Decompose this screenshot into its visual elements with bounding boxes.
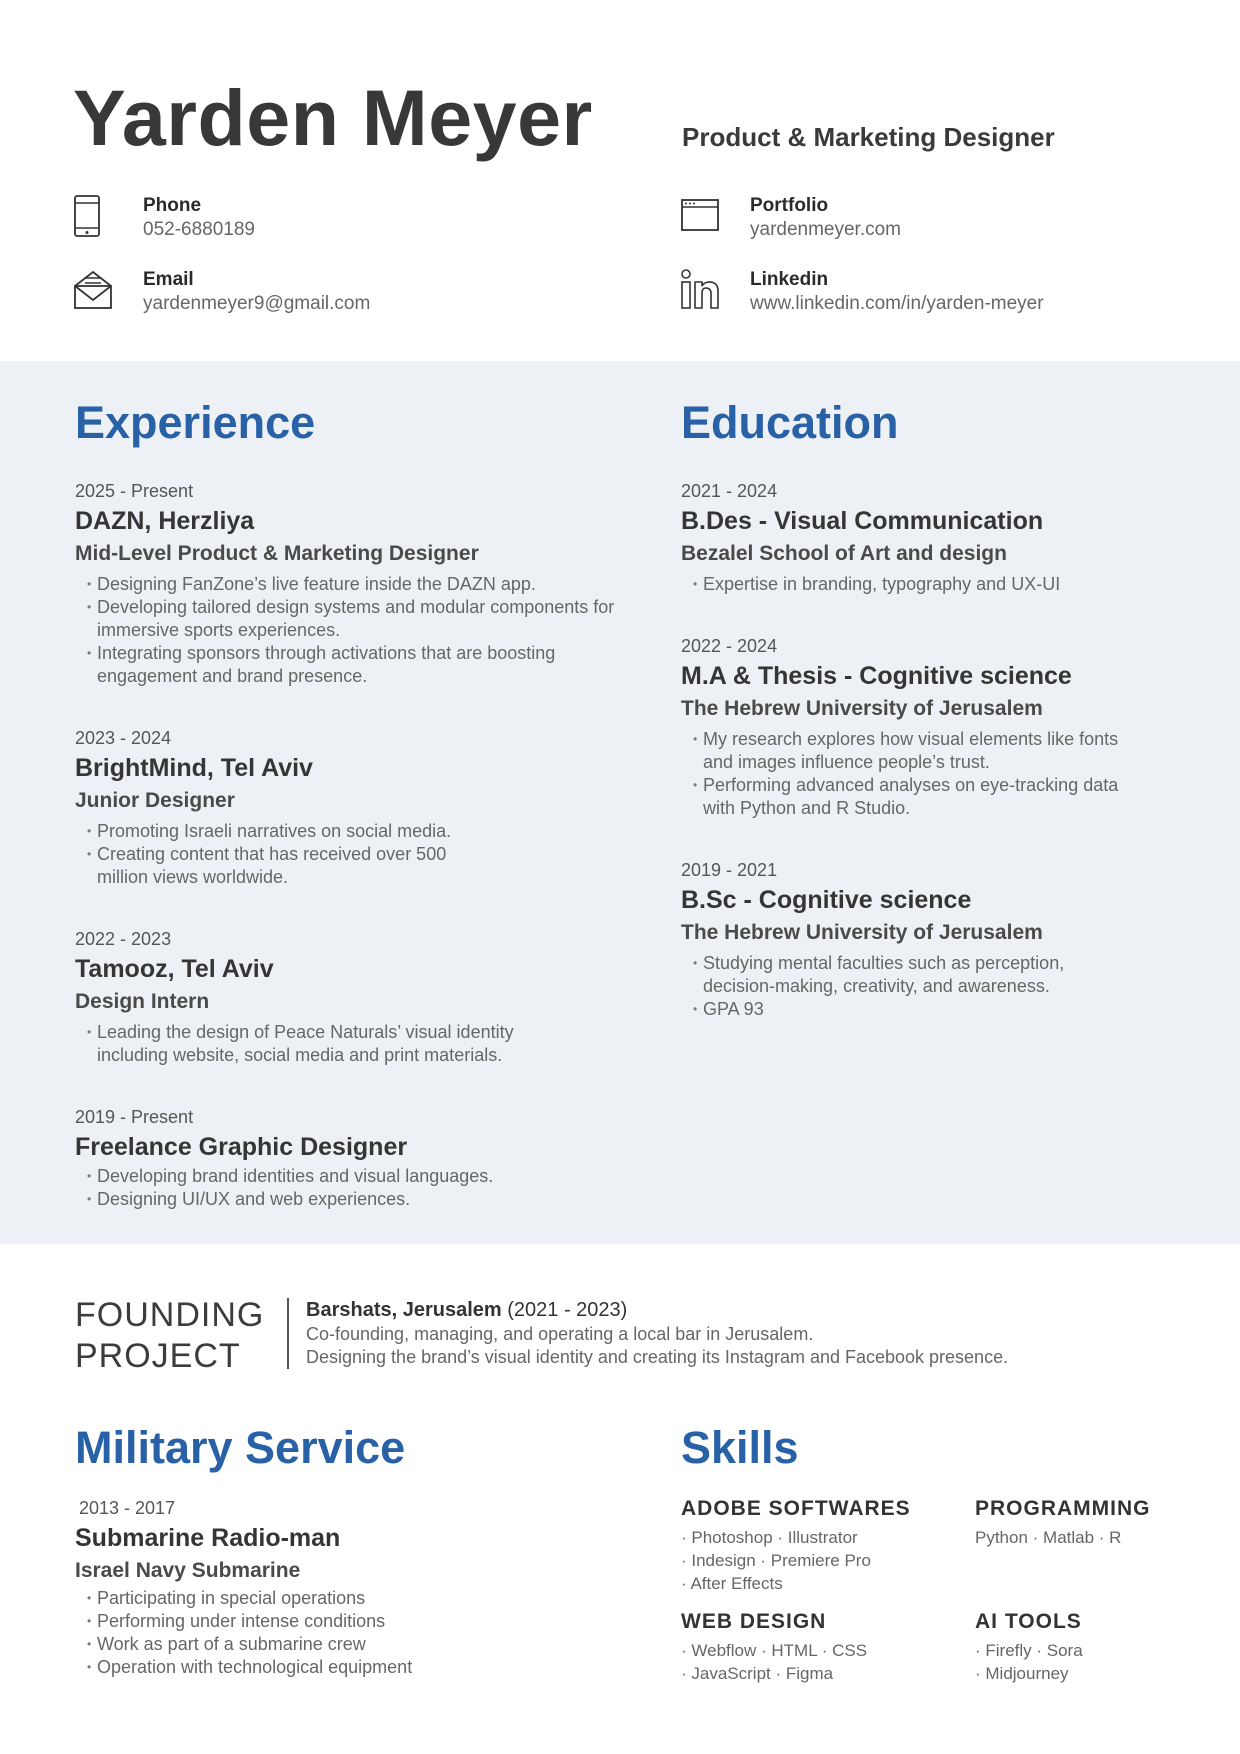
entry-date: 2019 - Present [75, 1107, 194, 1127]
experience-entry [75, 928, 635, 1067]
entry-degree: B.Sc - Cognitive science [681, 886, 972, 914]
skill-line: · Midjourney [975, 1664, 1069, 1683]
experience-entry [75, 727, 635, 889]
bullet: • Leading the design of Peace Naturals’ visual identity including website, social media and print materials. [75, 1021, 575, 1067]
entry-company: Tamooz, Tel Aviv [75, 955, 274, 983]
linkedin-value[interactable]: www.linkedin.com/in/yarden-meyer [750, 293, 1044, 314]
candidate-role: Product & Marketing Designer [682, 122, 1055, 152]
email-value[interactable]: yardenmeyer9@gmail.com [143, 293, 371, 314]
entry-date: 2013 - 2017 [79, 1498, 176, 1518]
entry-role: Junior Designer [75, 789, 235, 812]
education-entry [681, 635, 1151, 820]
candidate-name: Yarden Meyer [73, 73, 593, 162]
skill-group-programming [975, 1496, 1151, 1549]
bullet: • Creating content that has received over 500 million views worldwide. [75, 843, 495, 889]
entry-company: DAZN, Herzliya [75, 507, 255, 535]
entry-date: 2022 - 2024 [681, 636, 778, 656]
bullet: • My research explores how visual elements like fonts and images influence people’s trust. [681, 728, 1121, 774]
skill-group-ai [975, 1609, 1083, 1685]
entry-school: Bezalel School of Art and design [681, 542, 1007, 565]
entry-company: Freelance Graphic Designer [75, 1133, 408, 1161]
bullet: • GPA 93 [681, 998, 1121, 1021]
founding-years: (2021 - 2023) [507, 1299, 628, 1321]
bullet: • Participating in special operations [75, 1587, 635, 1610]
skill-line: · JavaScript · Figma [681, 1664, 834, 1683]
founding-project-heading [75, 1295, 264, 1377]
entry-role: Mid-Level Product & Marketing Designer [75, 542, 479, 565]
bullet: • Promoting Israeli narratives on social media. [75, 820, 495, 843]
bullet: • Performing under intense conditions [75, 1610, 635, 1633]
entry-role: Design Intern [75, 990, 210, 1013]
browser-window-icon [680, 194, 722, 238]
entry-unit: Israel Navy Submarine [75, 1559, 301, 1582]
military-entry [75, 1497, 635, 1679]
skill-heading: ADOBE SOFTWARES [681, 1497, 911, 1520]
skill-group-adobe [681, 1496, 911, 1595]
phone-label: Phone [143, 195, 202, 216]
experience-title: Experience [75, 397, 316, 448]
contact-linkedin [680, 268, 1044, 316]
contact-phone [73, 194, 255, 242]
phone-icon [73, 194, 115, 238]
entry-degree: B.Des - Visual Communication [681, 507, 1044, 535]
founding-line: Co-founding, managing, and operating a local bar in Jerusalem. [306, 1324, 814, 1344]
bullet: • Integrating sponsors through activations that are boosting engagement and brand presence. [75, 642, 635, 688]
skill-heading: AI TOOLS [975, 1610, 1082, 1633]
founding-details [306, 1297, 1008, 1369]
entry-school: The Hebrew University of Jerusalem [681, 697, 1043, 720]
skill-line: · After Effects [681, 1574, 783, 1593]
contact-email [73, 268, 370, 316]
education-entry [681, 859, 1151, 1021]
experience-entry [75, 480, 635, 688]
entry-role: Submarine Radio-man [75, 1524, 341, 1552]
entry-date: 2022 - 2023 [75, 929, 172, 949]
founding-divider [287, 1298, 289, 1369]
bullet: • Work as part of a submarine crew [75, 1633, 635, 1656]
founding-name: Barshats, Jerusalem [306, 1299, 502, 1321]
entry-date: 2025 - Present [75, 481, 194, 501]
entry-date: 2021 - 2024 [681, 481, 778, 501]
portfolio-label: Portfolio [750, 195, 829, 216]
skill-group-web [681, 1609, 867, 1685]
skill-line: · Indesign · Premiere Pro [681, 1551, 871, 1570]
bullet: • Designing FanZone’s live feature inside the DAZN app. [75, 573, 635, 596]
founding-heading-line: FOUNDING [75, 1296, 265, 1334]
entry-date: 2023 - 2024 [75, 728, 172, 748]
founding-line: Designing the brand’s visual identity and creating its Instagram and Facebook presence. [306, 1347, 1009, 1367]
linkedin-label: Linkedin [750, 269, 829, 290]
founding-heading-line: PROJECT [75, 1337, 241, 1375]
bullet: • Performing advanced analyses on eye-tracking data with Python and R Studio. [681, 774, 1121, 820]
education-entry [681, 480, 1151, 596]
linkedin-icon [680, 268, 722, 312]
phone-value[interactable]: 052-6880189 [143, 219, 255, 240]
skill-line: Python · Matlab · R [975, 1528, 1122, 1547]
skills-title: Skills [681, 1422, 799, 1473]
bullet: • Developing tailored design systems and modular components for immersive sports experiences. [75, 596, 635, 642]
education-title: Education [681, 397, 899, 448]
mail-icon [73, 268, 115, 312]
skill-line: · Webflow · HTML · CSS [681, 1641, 868, 1660]
entry-school: The Hebrew University of Jerusalem [681, 921, 1043, 944]
bullet: • Designing UI/UX and web experiences. [75, 1188, 635, 1211]
bullet: • Expertise in branding, typography and UX-UI [681, 573, 1151, 596]
skill-line: · Firefly · Sora [975, 1641, 1083, 1660]
entry-date: 2019 - 2021 [681, 860, 778, 880]
portfolio-value[interactable]: yardenmeyer.com [750, 219, 902, 240]
bullet: • Developing brand identities and visual languages. [75, 1165, 635, 1188]
bullet: • Studying mental faculties such as perception, decision-making, creativity, and awareness. [681, 952, 1121, 998]
bullet: • Operation with technological equipment [75, 1656, 635, 1679]
email-label: Email [143, 269, 194, 290]
entry-company: BrightMind, Tel Aviv [75, 754, 313, 782]
contact-portfolio [680, 194, 901, 242]
skill-heading: PROGRAMMING [975, 1497, 1151, 1520]
experience-entry [75, 1106, 635, 1211]
skill-line: · Photoshop · Illustrator [681, 1528, 858, 1547]
skill-heading: WEB DESIGN [681, 1610, 827, 1633]
entry-degree: M.A & Thesis - Cognitive science [681, 662, 1072, 690]
military-title: Military Service [75, 1422, 406, 1473]
